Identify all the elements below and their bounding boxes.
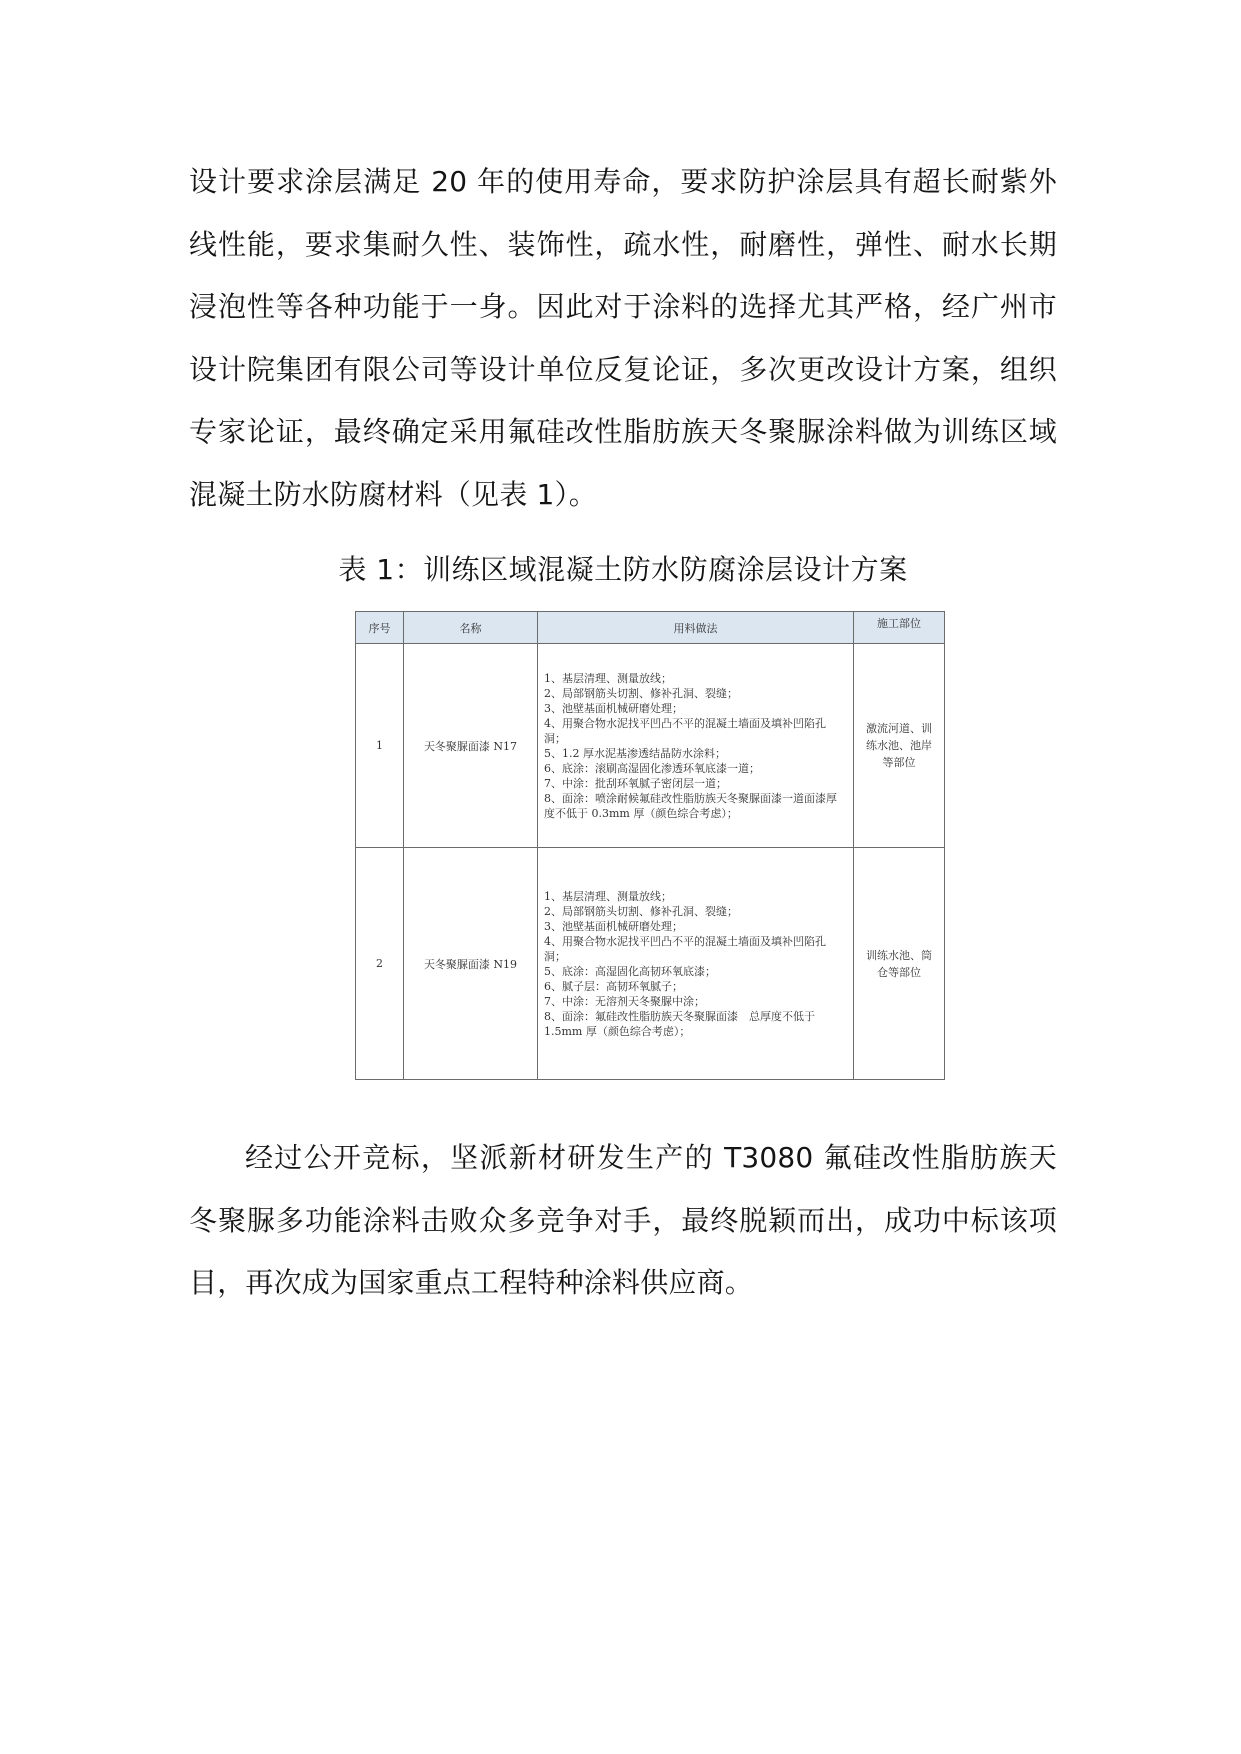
step-item: 3、池壁基面机械研磨处理； [544,701,683,715]
result-paragraph: 经过公开竞标，坚派新材研发生产的 T3080 氟硅改性脂肪族天冬聚脲多功能涂料击败众多竞争对手，最终脱颖而出，成功中标该项目，再次成为国家重点工程特种涂料供应商。 [189,1141,1057,1299]
step-item: 7、中涂：无溶剂天冬聚脲中涂； [544,994,705,1008]
header-part: 施工部位 [854,612,945,644]
step-item: 1、基层清理、测量放线； [544,671,672,685]
row-name: 天冬聚脲面漆 N17 [404,644,538,848]
step-item: 3、池壁基面机械研磨处理； [544,919,683,933]
step-item: 2、局部钢筋头切割、修补孔洞、裂缝； [544,686,738,700]
step-item: 4、用聚合物水泥找平凹凸不平的混凝土墙面及填补凹陷孔洞； [544,716,826,745]
row-no: 1 [356,644,404,848]
header-method: 用料做法 [538,612,854,644]
steps-list [544,671,847,821]
step-item: 8、面涂：喷涂耐候氟硅改性脂肪族天冬聚脲面漆一道面漆厚度不低于 0.3mm 厚（颜色综合考虑）； [544,791,837,820]
steps-list [544,889,847,1039]
row-name: 天冬聚脲面漆 N19 [404,848,538,1080]
step-item: 7、中涂：批刮环氧腻子密闭层一道； [544,776,727,790]
table-row [356,848,945,1080]
header-no: 序号 [356,612,404,644]
step-item: 2、局部钢筋头切割、修补孔洞、裂缝； [544,904,738,918]
row-steps [538,848,854,1080]
table-header-row [356,612,945,644]
step-item: 6、腻子层：高韧环氧腻子； [544,979,683,993]
design-scheme-table [355,611,945,1080]
row-part: 激流河道、训练水池、池岸等部位 [854,644,945,848]
step-item: 1、基层清理、测量放线； [544,889,672,903]
step-item: 5、底涂：高湿固化高韧环氧底漆； [544,964,716,978]
row-steps [538,644,854,848]
table-row [356,644,945,848]
row-no: 2 [356,848,404,1080]
step-item: 8、面涂：氟硅改性脂肪族天冬聚脲面漆 总厚度不低于 1.5mm 厚（颜色综合考虑）； [544,1009,815,1038]
step-item: 6、底涂：滚刷高湿固化渗透环氧底漆一道； [544,761,760,775]
row-part: 训练水池、筒仓等部位 [854,848,945,1080]
step-item: 4、用聚合物水泥找平凹凸不平的混凝土墙面及填补凹陷孔洞； [544,934,826,963]
table-caption: 表 1：训练区域混凝土防水防腐涂层设计方案 [338,553,908,586]
header-name: 名称 [404,612,538,644]
intro-paragraph: 设计要求涂层满足 20 年的使用寿命，要求防护涂层具有超长耐紫外线性能，要求集耐久性、装饰性，疏水性，耐磨性，弹性、耐水长期浸泡性等各种功能于一身。因此对于涂料的选择尤其严格，经广州市设计院集团有限公司等设计单位反复论证，多次更改设计方案，组织专家论证，最终确定采用氟硅改性脂肪族天冬聚脲涂料做为训练区域混凝土防水防腐材料（见表 1）。 [189,165,1057,511]
step-item: 5、1.2 厚水泥基渗透结晶防水涂料； [544,746,726,760]
